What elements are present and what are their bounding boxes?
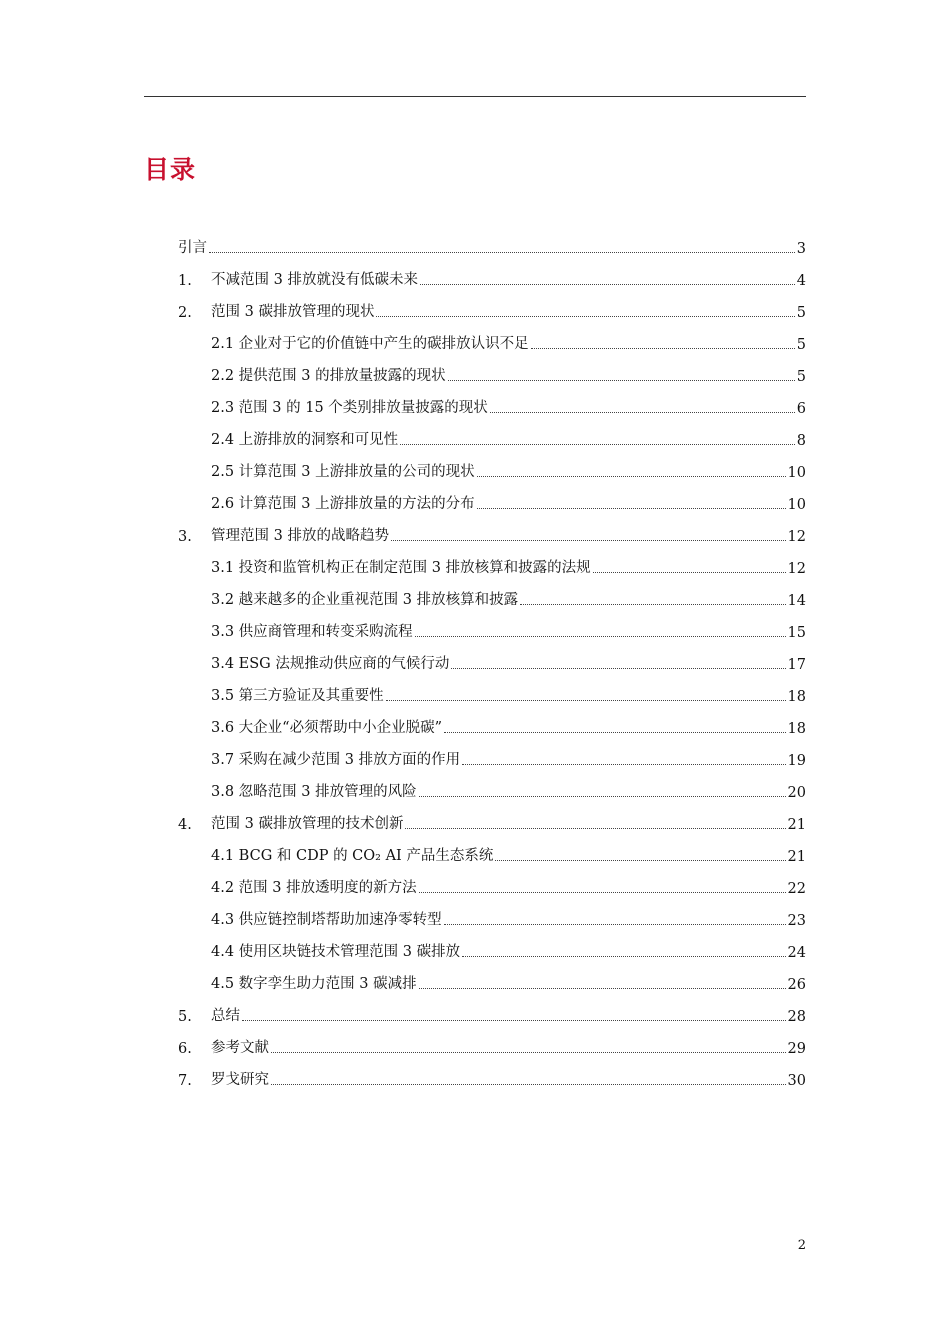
toc-entry[interactable] (0, 389, 950, 421)
toc-entry-number: 5. (178, 1009, 192, 1025)
toc-entry[interactable] (0, 709, 950, 741)
toc-entry[interactable] (0, 613, 950, 645)
toc-dot-leader (444, 732, 786, 733)
toc-dot-leader (531, 348, 795, 349)
toc-dot-leader (400, 444, 795, 445)
toc-entry-page: 10 (787, 465, 806, 481)
toc-entry-number: 2. (178, 305, 192, 321)
toc-dot-leader (520, 604, 785, 605)
toc-entry-page: 5 (796, 369, 806, 385)
toc-entry-page: 19 (787, 753, 806, 769)
toc-entry[interactable] (0, 965, 950, 997)
toc-entry[interactable] (0, 869, 950, 901)
toc-dot-leader (386, 700, 786, 701)
toc-entry-page: 10 (787, 497, 806, 513)
toc-entry[interactable] (0, 229, 950, 261)
toc-entry-title: 不减范围 3 排放就没有低碳未来 (211, 272, 418, 288)
toc-entry[interactable] (0, 325, 950, 357)
header-rule (144, 96, 806, 97)
toc-dot-leader (242, 1020, 786, 1021)
toc-entry-title: 4.3 供应链控制塔帮助加速净零转型 (211, 912, 442, 928)
toc-entry-title: 4.2 范围 3 排放透明度的新方法 (211, 880, 417, 896)
toc-entry[interactable] (0, 1061, 950, 1093)
toc-dot-leader (444, 924, 786, 925)
toc-entry[interactable] (0, 357, 950, 389)
toc-entry-title: 罗戈研究 (211, 1072, 269, 1088)
toc-dot-leader (462, 764, 785, 765)
toc-entry-page: 21 (787, 849, 806, 865)
toc-entry-title: 3.2 越来越多的企业重视范围 3 排放核算和披露 (211, 592, 519, 608)
toc-entry[interactable] (0, 261, 950, 293)
toc-entry-page: 5 (796, 305, 806, 321)
toc-entry-title: 参考文献 (211, 1040, 269, 1056)
toc-dot-leader (419, 796, 786, 797)
toc-entry-number: 4. (178, 817, 192, 833)
toc-entry-page: 5 (796, 337, 806, 353)
toc-dot-leader (376, 316, 794, 317)
toc-entry[interactable] (0, 1029, 950, 1061)
toc-entry-title: 总结 (211, 1008, 240, 1024)
toc-entry-title: 范围 3 碳排放管理的现状 (211, 304, 375, 320)
toc-entry-page: 3 (796, 241, 806, 257)
toc-entry-number: 7. (178, 1073, 192, 1089)
toc-entry-title: 4.4 使用区块链技术管理范围 3 碳排放 (211, 944, 461, 960)
toc-entry-number: 1. (178, 273, 192, 289)
toc-entry-title: 2.1 企业对于它的价值链中产生的碳排放认识不足 (211, 336, 529, 352)
toc-entry-title: 3.5 第三方验证及其重要性 (211, 688, 384, 704)
toc-entry-page: 18 (787, 721, 806, 737)
toc-entry[interactable] (0, 805, 950, 837)
toc-entry-page: 6 (796, 401, 806, 417)
toc-entry-page: 26 (787, 977, 806, 993)
toc-entry-title: 3.4 ESG 法规推动供应商的气候行动 (211, 656, 450, 672)
toc-entry-page: 18 (787, 689, 806, 705)
toc-dot-leader (271, 1084, 786, 1085)
toc-dot-leader (405, 828, 785, 829)
toc-entry-title: 4.5 数字孪生助力范围 3 碳减排 (211, 976, 417, 992)
toc-dot-leader (490, 412, 795, 413)
toc-entry[interactable] (0, 997, 950, 1029)
toc-entry-page: 30 (787, 1073, 806, 1089)
table-of-contents (0, 229, 950, 1093)
toc-dot-leader (209, 252, 795, 253)
toc-entry-page: 14 (787, 593, 806, 609)
toc-dot-leader (420, 284, 795, 285)
toc-entry-title: 3.1 投资和监管机构正在制定范围 3 排放核算和披露的法规 (211, 560, 591, 576)
toc-entry-title: 2.4 上游排放的洞察和可见性 (211, 432, 399, 448)
toc-entry-page: 12 (787, 529, 806, 545)
toc-entry-title: 3.7 采购在减少范围 3 排放方面的作用 (211, 752, 461, 768)
toc-entry-title: 范围 3 碳排放管理的技术创新 (211, 816, 404, 832)
toc-entry[interactable] (0, 421, 950, 453)
toc-entry-page: 24 (787, 945, 806, 961)
toc-entry-page: 29 (787, 1041, 806, 1057)
toc-dot-leader (419, 988, 786, 989)
toc-dot-leader (593, 572, 786, 573)
toc-entry[interactable] (0, 549, 950, 581)
toc-entry-page: 23 (787, 913, 806, 929)
toc-entry-title: 管理范围 3 排放的战略趋势 (211, 528, 389, 544)
toc-entry[interactable] (0, 453, 950, 485)
toc-entry[interactable] (0, 517, 950, 549)
toc-dot-leader (477, 508, 786, 509)
toc-entry-title: 2.3 范围 3 的 15 个类别排放量披露的现状 (211, 400, 488, 416)
toc-entry-title: 引言 (178, 240, 207, 256)
toc-entry-title: 2.6 计算范围 3 上游排放量的方法的分布 (211, 496, 475, 512)
toc-dot-leader (271, 1052, 786, 1053)
toc-dot-leader (462, 956, 785, 957)
toc-entry-page: 17 (787, 657, 806, 673)
toc-entry-page: 22 (787, 881, 806, 897)
toc-entry-title: 3.8 忽略范围 3 排放管理的风险 (211, 784, 417, 800)
toc-entry-title: 2.2 提供范围 3 的排放量披露的现状 (211, 368, 446, 384)
page-number: 2 (797, 1238, 806, 1253)
toc-dot-leader (391, 540, 786, 541)
toc-entry-title: 2.5 计算范围 3 上游排放量的公司的现状 (211, 464, 475, 480)
toc-entry-page: 20 (787, 785, 806, 801)
toc-entry[interactable] (0, 677, 950, 709)
toc-entry[interactable] (0, 581, 950, 613)
toc-entry[interactable] (0, 645, 950, 677)
toc-entry-page: 4 (796, 273, 806, 289)
toc-dot-leader (495, 860, 785, 861)
toc-entry[interactable] (0, 837, 950, 869)
toc-entry-title: 3.3 供应商管理和转变采购流程 (211, 624, 413, 640)
toc-entry[interactable] (0, 901, 950, 933)
toc-entry-page: 12 (787, 561, 806, 577)
toc-dot-leader (415, 636, 786, 637)
page-title: 目录 (144, 155, 197, 184)
toc-entry-number: 3. (178, 529, 192, 545)
toc-dot-leader (448, 380, 795, 381)
toc-entry[interactable] (0, 485, 950, 517)
toc-entry-page: 15 (787, 625, 806, 641)
toc-dot-leader (477, 476, 786, 477)
toc-entry[interactable] (0, 741, 950, 773)
toc-entry[interactable] (0, 773, 950, 805)
toc-entry[interactable] (0, 293, 950, 325)
toc-entry[interactable] (0, 933, 950, 965)
toc-entry-title: 3.6 大企业“必须帮助中小企业脱碳” (211, 720, 442, 736)
toc-entry-page: 21 (787, 817, 806, 833)
toc-entry-number: 6. (178, 1041, 192, 1057)
toc-entry-page: 8 (796, 433, 806, 449)
toc-dot-leader (419, 892, 786, 893)
toc-entry-page: 28 (787, 1009, 806, 1025)
toc-entry-title: 4.1 BCG 和 CDP 的 CO₂ AI 产品生态系统 (211, 848, 494, 864)
toc-dot-leader (451, 668, 785, 669)
